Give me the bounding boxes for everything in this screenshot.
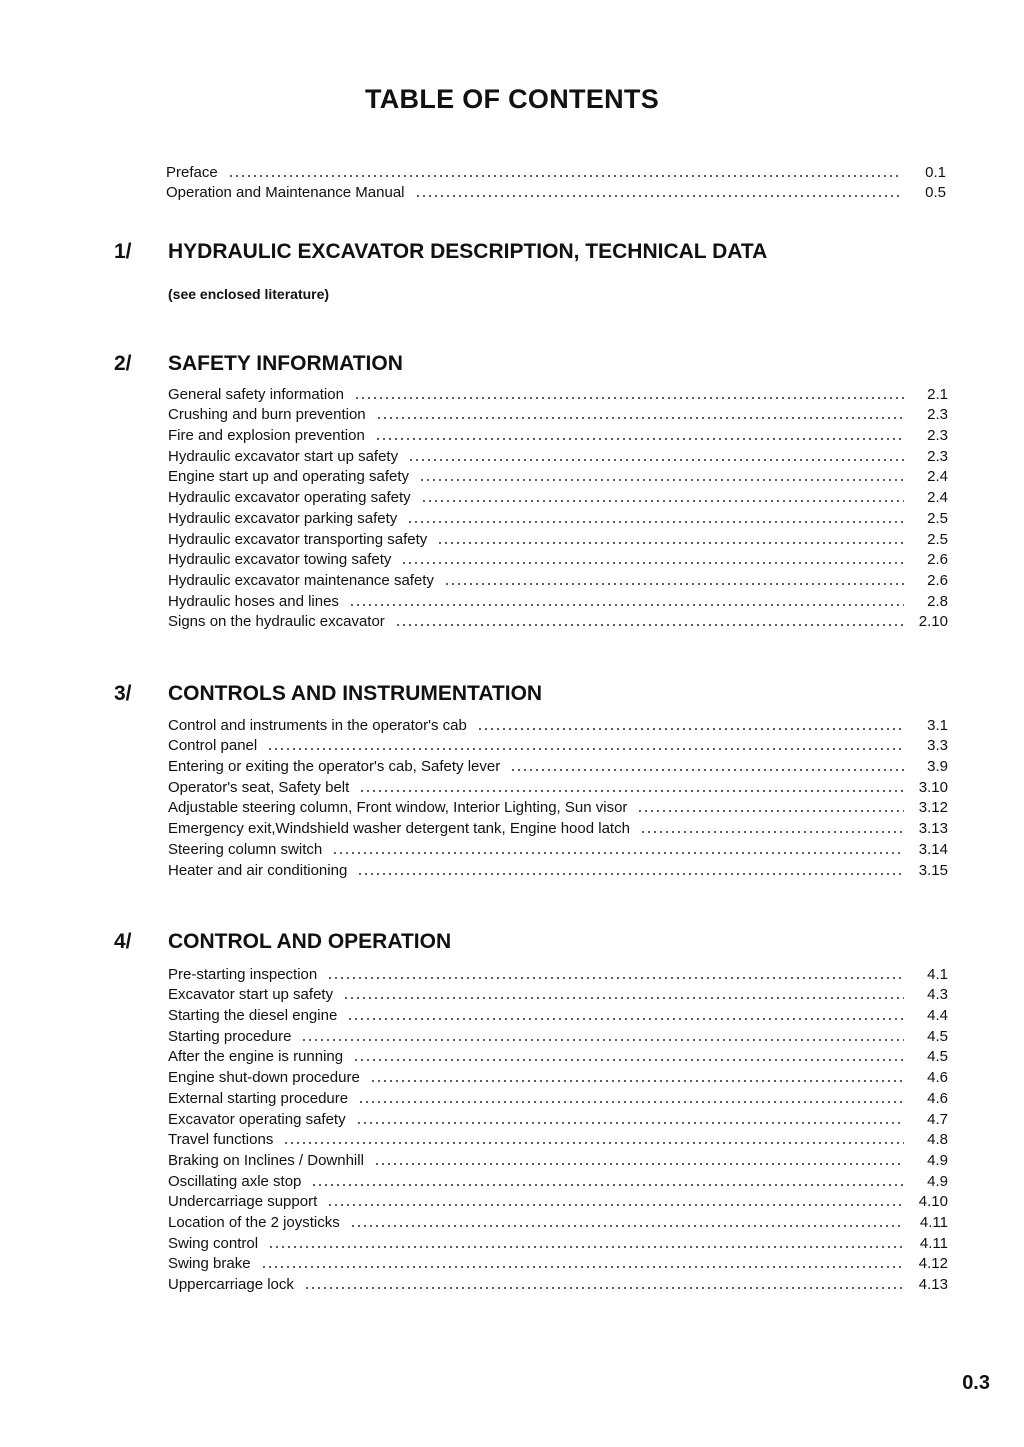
dot-leader: [395, 624, 904, 626]
dot-leader: [419, 479, 904, 481]
section-2-entries: [168, 382, 948, 630]
toc-entry[interactable]: [168, 962, 948, 983]
dot-leader: [376, 417, 904, 419]
entry-label: General safety information: [168, 385, 344, 403]
toc-entry[interactable]: [168, 983, 948, 1004]
entry-page: 2.8: [927, 592, 948, 610]
entry-page: 3.9: [927, 758, 948, 776]
entry-label: Starting the diesel engine: [168, 1007, 338, 1025]
toc-entry[interactable]: [168, 1045, 948, 1066]
toc-top-entries: [166, 160, 946, 201]
dot-leader: [374, 1163, 904, 1165]
page-number: 0.3: [962, 1372, 990, 1394]
entry-page: 3.15: [918, 861, 948, 879]
toc-entry[interactable]: [168, 423, 948, 444]
toc-entry[interactable]: [168, 796, 948, 817]
entry-page: 0.5: [925, 184, 946, 202]
section-note: (see enclosed literature): [168, 286, 330, 302]
dot-leader: [359, 790, 904, 792]
entry-label: Preface: [166, 163, 218, 181]
toc-entry[interactable]: [168, 465, 948, 486]
entry-label: Hydraulic excavator start up safety: [168, 447, 399, 465]
entry-label: Pre-starting inspection: [168, 965, 318, 983]
entry-label: Signs on the hydraulic excavator: [168, 613, 385, 631]
entry-page: 2.1: [927, 385, 948, 403]
dot-leader: [327, 977, 904, 979]
toc-entry[interactable]: [168, 837, 948, 858]
entry-page: 4.6: [927, 1069, 948, 1087]
entry-label: Hydraulic excavator operating safety: [168, 489, 411, 507]
entry-page: 2.10: [918, 613, 948, 631]
dot-leader: [228, 175, 902, 177]
entry-label: Excavator operating safety: [168, 1110, 346, 1128]
entry-page: 3.12: [918, 799, 948, 817]
entry-label: Hydraulic excavator maintenance safety: [168, 571, 434, 589]
entry-page: 4.6: [927, 1089, 948, 1107]
dot-leader: [327, 1204, 904, 1206]
entry-label: Hydraulic excavator transporting safety: [168, 530, 428, 548]
dot-leader: [421, 500, 904, 502]
entry-label: Control and instruments in the operator's cab: [168, 716, 467, 734]
entry-page: 2.6: [927, 551, 948, 569]
page-title: TABLE OF CONTENTS: [364, 84, 660, 114]
entry-page: 4.13: [918, 1276, 948, 1293]
section-title[interactable]: SAFETY INFORMATION: [168, 352, 403, 375]
entry-page: 3.14: [918, 840, 948, 858]
dot-leader: [268, 1246, 904, 1248]
entry-label: Excavator start up safety: [168, 986, 334, 1004]
dot-leader: [637, 810, 904, 812]
section-number: 2/: [114, 352, 132, 375]
toc-entry[interactable]: [168, 1003, 948, 1024]
section-title[interactable]: CONTROL AND OPERATION: [168, 930, 452, 953]
dot-leader: [349, 604, 904, 606]
entry-page: 4.10: [918, 1193, 948, 1211]
dot-leader: [370, 1080, 904, 1082]
toc-entry[interactable]: [168, 1107, 948, 1128]
toc-entry[interactable]: [168, 568, 948, 589]
entry-label: Operator's seat, Safety belt: [168, 778, 350, 796]
entry-label: Location of the 2 joysticks: [168, 1213, 340, 1231]
entry-page: 4.5: [927, 1048, 948, 1066]
toc-entry[interactable]: [168, 734, 948, 755]
toc-entry[interactable]: [166, 160, 946, 181]
entry-label: Hydraulic excavator towing safety: [168, 551, 392, 569]
dot-leader: [267, 748, 904, 750]
entry-page: 4.4: [927, 1007, 948, 1025]
dot-leader: [354, 397, 904, 399]
toc-entry[interactable]: [166, 181, 946, 202]
entry-page: 3.3: [927, 737, 948, 755]
dot-leader: [347, 1018, 904, 1020]
dot-leader: [311, 1184, 904, 1186]
toc-entry[interactable]: [168, 589, 948, 610]
entry-page: 2.3: [927, 427, 948, 445]
entry-label: Hydraulic hoses and lines: [168, 592, 339, 610]
section-title[interactable]: HYDRAULIC EXCAVATOR DESCRIPTION, TECHNICAL DATA: [168, 240, 768, 263]
dot-leader: [358, 1101, 904, 1103]
entry-page: 2.6: [927, 571, 948, 589]
dot-leader: [332, 852, 904, 854]
entry-label: Crushing and burn prevention: [168, 406, 366, 424]
dot-leader: [301, 1039, 904, 1041]
entry-page: 2.4: [927, 489, 948, 507]
section-number: 1/: [114, 240, 132, 263]
entry-page: 4.7: [927, 1110, 948, 1128]
dot-leader: [444, 583, 904, 585]
entry-label: Engine shut-down procedure: [168, 1069, 360, 1087]
entry-page: 3.13: [918, 820, 948, 838]
toc-entry[interactable]: [168, 1086, 948, 1107]
entry-label: Hydraulic excavator parking safety: [168, 509, 398, 527]
entry-page: 2.4: [927, 468, 948, 486]
entry-label: Fire and explosion prevention: [168, 427, 365, 445]
toc-entry[interactable]: [168, 816, 948, 837]
section-number: 4/: [114, 930, 132, 953]
entry-page: 2.5: [927, 530, 948, 548]
section-number: 3/: [114, 682, 132, 705]
entry-page: 3.1: [927, 716, 948, 734]
dot-leader: [261, 1266, 904, 1268]
dot-leader: [415, 195, 903, 197]
dot-leader: [640, 831, 904, 833]
entry-label: Adjustable steering column, Front window, Interior Lighting, Sun visor: [168, 799, 628, 817]
toc-entry[interactable]: [168, 1024, 948, 1045]
entry-label: Swing brake: [168, 1255, 251, 1273]
entry-label: Operation and Maintenance Manual: [166, 184, 405, 202]
entry-page: 4.11: [919, 1234, 948, 1252]
entry-label: Undercarriage support: [168, 1193, 318, 1211]
dot-leader: [353, 1059, 904, 1061]
dot-leader: [401, 562, 904, 564]
entry-label: Steering column switch: [168, 840, 323, 858]
toc-entry[interactable]: [168, 1231, 948, 1252]
toc-entry[interactable]: [168, 1148, 948, 1169]
entry-label: Swing control: [168, 1234, 259, 1252]
entry-page: 4.9: [927, 1151, 948, 1169]
entry-label: Travel functions: [168, 1131, 274, 1149]
toc-entry[interactable]: [168, 1252, 948, 1273]
dot-leader: [437, 542, 904, 544]
toc-entry[interactable]: [168, 1272, 948, 1293]
entry-page: 2.3: [927, 447, 948, 465]
entry-page: 4.11: [919, 1213, 948, 1231]
dot-leader: [407, 521, 904, 523]
section-3-entries: [168, 713, 948, 879]
entry-label: Entering or exiting the operator's cab, Safety lever: [168, 758, 501, 776]
entry-label: After the engine is running: [168, 1048, 344, 1066]
toc-entry[interactable]: [168, 1190, 948, 1211]
entry-page: 2.3: [927, 406, 948, 424]
dot-leader: [357, 873, 904, 875]
toc-entry[interactable]: [168, 527, 948, 548]
section-title[interactable]: CONTROLS AND INSTRUMENTATION: [168, 682, 543, 705]
entry-page: 4.8: [927, 1131, 948, 1149]
entry-label: Engine start up and operating safety: [168, 468, 409, 486]
toc-entry[interactable]: [168, 444, 948, 465]
dot-leader: [356, 1122, 904, 1124]
entry-label: Control panel: [168, 737, 258, 755]
toc-entry[interactable]: [168, 858, 948, 879]
entry-page: 2.5: [927, 509, 948, 527]
dot-leader: [408, 459, 904, 461]
toc-entry[interactable]: [168, 1210, 948, 1231]
entry-page: 4.1: [927, 965, 948, 983]
toc-entry[interactable]: [168, 1128, 948, 1149]
entry-label: External starting procedure: [168, 1089, 349, 1107]
toc-entry[interactable]: [168, 403, 948, 424]
toc-entry[interactable]: [168, 1065, 948, 1086]
entry-label: Oscillating axle stop: [168, 1172, 302, 1190]
entry-page: 0.1: [925, 163, 946, 181]
entry-label: Uppercarriage lock: [168, 1276, 294, 1293]
dot-leader: [304, 1287, 904, 1289]
dot-leader: [343, 997, 904, 999]
toc-entry[interactable]: [168, 506, 948, 527]
dot-leader: [350, 1225, 904, 1227]
dot-leader: [510, 769, 904, 771]
dot-leader: [283, 1142, 904, 1144]
toc-entry[interactable]: [168, 548, 948, 569]
dot-leader: [477, 728, 904, 730]
section-4-entries: [168, 962, 948, 1293]
entry-page: 4.5: [927, 1027, 948, 1045]
entry-label: Emergency exit,Windshield washer detergent tank, Engine hood latch: [168, 820, 630, 838]
entry-label: Heater and air conditioning: [168, 861, 348, 879]
entry-page: 4.9: [927, 1172, 948, 1190]
toc-entry[interactable]: [168, 1169, 948, 1190]
toc-entry[interactable]: [168, 382, 948, 403]
entry-label: Braking on Inclines / Downhill: [168, 1151, 364, 1169]
toc-entry[interactable]: [168, 775, 948, 796]
entry-page: 4.12: [918, 1255, 948, 1273]
toc-entry[interactable]: [168, 610, 948, 631]
toc-entry[interactable]: [168, 754, 948, 775]
toc-entry[interactable]: [168, 485, 948, 506]
entry-page: 4.3: [927, 986, 948, 1004]
dot-leader: [375, 438, 904, 440]
entry-page: 3.10: [918, 778, 948, 796]
toc-entry[interactable]: [168, 713, 948, 734]
entry-label: Starting procedure: [168, 1027, 292, 1045]
